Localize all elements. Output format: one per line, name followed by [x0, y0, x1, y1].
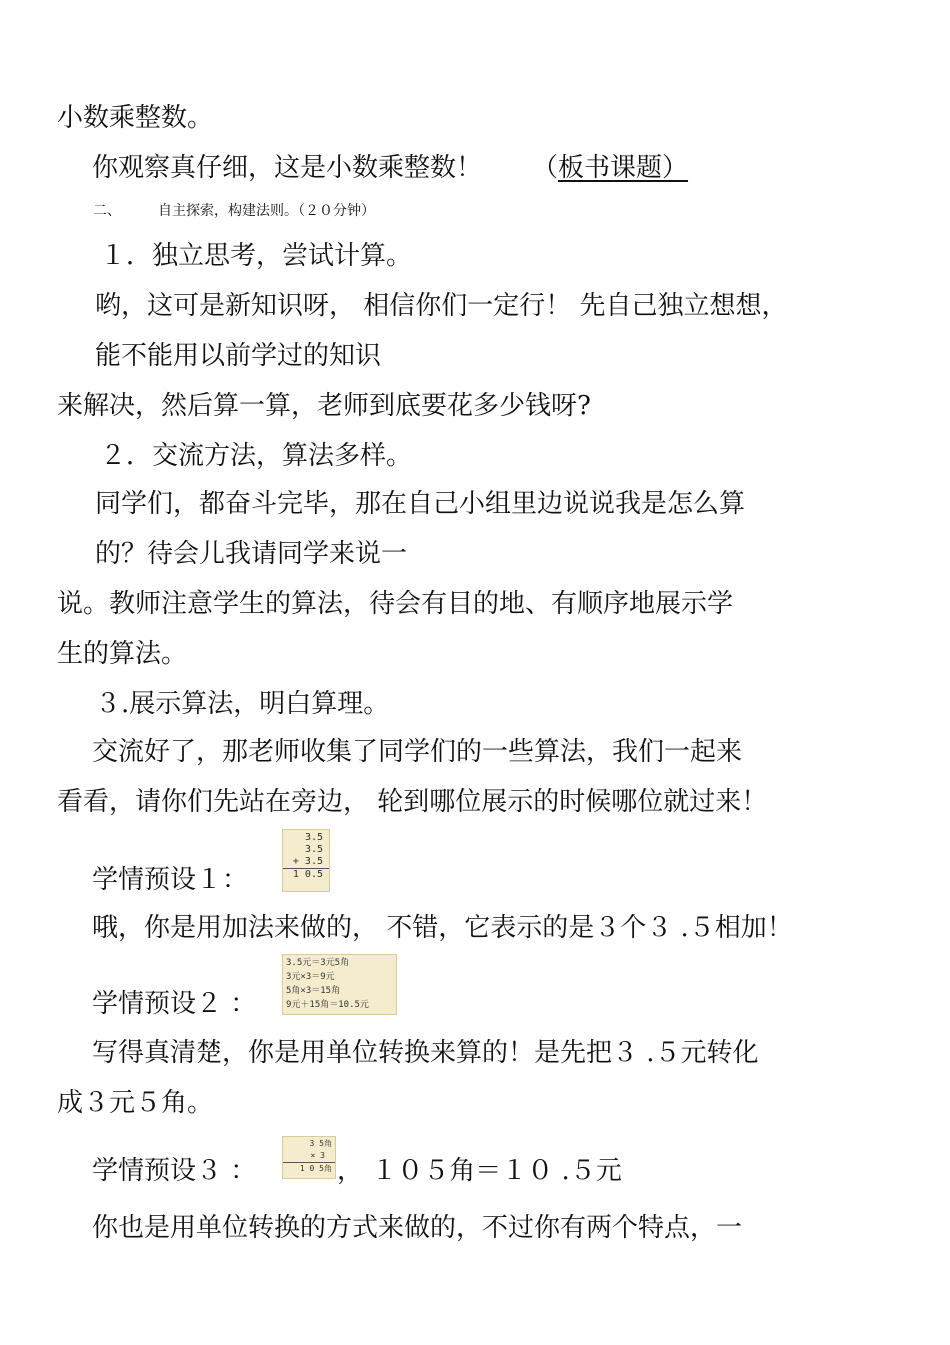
preset-2-label: 学情预设２ ：	[92, 989, 257, 1019]
line-15: 看看，请你们先站在旁边， 轮到哪位展示的时候哪位就过来！	[57, 787, 768, 817]
conversion-row-1: 3.5元＝3元5角	[286, 958, 350, 968]
preset-3-result: ， １０５角＝１０ .５元	[337, 1156, 622, 1186]
unit-conversion-image	[282, 954, 397, 1015]
line-9: 同学们，都奋斗完毕，那在自己小组里边说说我是怎么算	[95, 489, 746, 519]
addition-row-4: 1 0.5	[283, 868, 329, 881]
line-2	[92, 151, 688, 185]
line-14: 交流好了，那老师收集了同学们的一些算法，我们一起来	[92, 737, 743, 767]
line-7: 来解决，然后算一算，老师到底要花多少钱呀?	[57, 391, 591, 421]
addition-row-2: 3.5	[304, 844, 323, 855]
line-19: 写得真清楚，你是用单位转换来算的！是先把３ .５元转化	[92, 1038, 759, 1068]
line-6: 能不能用以前学过的知识	[95, 341, 382, 371]
blackboard-title-note: 板书课题）	[558, 153, 689, 183]
line-20: 成３元５角。	[57, 1088, 214, 1118]
line-10: 的？待会儿我请同学来说一	[95, 539, 408, 569]
preset-3-label: 学情预设３ ：	[92, 1156, 257, 1186]
line-5: 哟，这可是新知识呀， 相信你们一定行！ 先自己独立想想，	[95, 291, 788, 321]
line-12: 生的算法。	[57, 639, 188, 669]
line-22: 你也是用单位转换的方式来做的，不过你有两个特点，一	[92, 1213, 743, 1243]
multiplication-row-2: × 3	[310, 1151, 325, 1160]
line-8: ２．交流方法，算法多样。	[100, 441, 413, 471]
conversion-row-2: 3元×3＝9元	[286, 972, 335, 982]
section-number: 二、	[93, 203, 121, 219]
line-4: １．独立思考，尝试计算。	[100, 241, 413, 271]
multiplication-image	[282, 1136, 336, 1179]
addition-row-3: + 3.5	[292, 856, 323, 867]
line-2-text: 你观察真仔细，这是小数乘整数！	[92, 153, 483, 183]
line-1: 小数乘整数。	[57, 103, 214, 133]
conversion-row-4: 9元＋15角＝10.5元	[286, 1000, 369, 1010]
line-13: ３.展示算法，明白算理。	[95, 689, 390, 719]
conversion-row-3: 5角×3＝15角	[286, 986, 341, 996]
section-heading: 自主探索，构建法则。（２０分钟）	[158, 203, 375, 219]
multiplication-row-1: 3 5角	[309, 1139, 332, 1148]
line-11: 说。教师注意学生的算法，待会有目的地、有顺序地展示学	[57, 589, 734, 619]
multiplication-row-3: 1 0 5角	[283, 1162, 335, 1175]
preset-1-label: 学情预设１：	[92, 865, 249, 895]
addition-row-1: 3.5	[304, 832, 323, 843]
line-2-paren: （	[532, 153, 559, 183]
addition-image	[282, 829, 330, 892]
line-17: 哦，你是用加法来做的， 不错，它表示的是３个３ .５相加！	[92, 913, 793, 943]
